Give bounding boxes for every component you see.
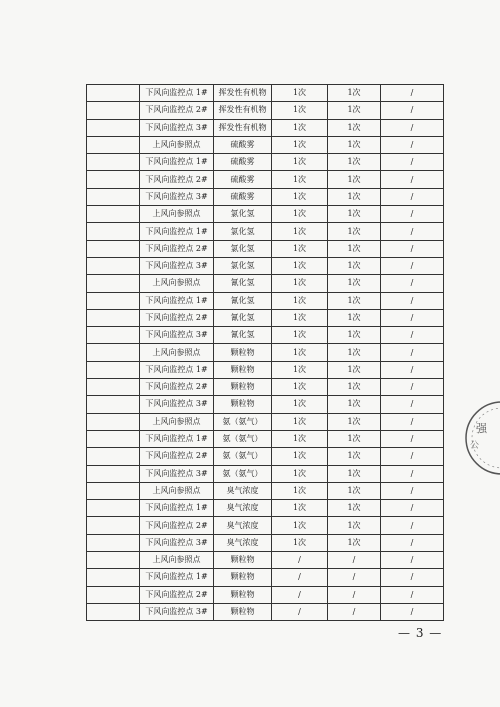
table-row	[87, 275, 444, 292]
note-cell: /	[381, 586, 444, 603]
pollutant-item-cell: 硫酸雾	[214, 188, 272, 205]
official-seal-stamp	[462, 398, 500, 478]
category-cell	[87, 361, 140, 378]
category-cell	[87, 171, 140, 188]
monitoring-point-cell: 下风向监控点 2#	[140, 102, 214, 119]
category-cell	[87, 603, 140, 620]
frequency-a-cell: 1次	[272, 85, 328, 102]
table-row	[87, 379, 444, 396]
monitoring-point-cell: 下风向监控点 1#	[140, 223, 214, 240]
category-cell	[87, 309, 140, 326]
frequency-b-cell: 1次	[328, 275, 381, 292]
category-cell	[87, 136, 140, 153]
frequency-b-cell: 1次	[328, 379, 381, 396]
frequency-a-cell: 1次	[272, 223, 328, 240]
frequency-b-cell: 1次	[328, 171, 381, 188]
category-cell	[87, 586, 140, 603]
frequency-a-cell: /	[272, 552, 328, 569]
category-cell	[87, 482, 140, 499]
note-cell: /	[381, 500, 444, 517]
pollutant-item-cell: 氨（氨气）	[214, 448, 272, 465]
table-row	[87, 482, 444, 499]
monitoring-point-cell: 下风向监控点 2#	[140, 586, 214, 603]
frequency-a-cell: 1次	[272, 292, 328, 309]
pollutant-item-cell: 氯化氢	[214, 257, 272, 274]
frequency-b-cell: /	[328, 569, 381, 586]
table-row	[87, 171, 444, 188]
category-cell	[87, 240, 140, 257]
table-row	[87, 344, 444, 361]
category-cell	[87, 344, 140, 361]
frequency-a-cell: 1次	[272, 136, 328, 153]
monitoring-point-cell: 下风向监控点 3#	[140, 188, 214, 205]
frequency-b-cell: 1次	[328, 240, 381, 257]
frequency-b-cell: 1次	[328, 257, 381, 274]
frequency-b-cell: 1次	[328, 465, 381, 482]
category-cell	[87, 188, 140, 205]
monitoring-point-cell: 上风向参照点	[140, 552, 214, 569]
note-cell: /	[381, 465, 444, 482]
table-row	[87, 586, 444, 603]
pollutant-item-cell: 氯化氢	[214, 223, 272, 240]
category-cell	[87, 102, 140, 119]
frequency-b-cell: 1次	[328, 534, 381, 551]
frequency-a-cell: 1次	[272, 413, 328, 430]
monitoring-point-cell: 下风向监控点 2#	[140, 448, 214, 465]
category-cell	[87, 396, 140, 413]
frequency-b-cell: 1次	[328, 136, 381, 153]
frequency-b-cell: 1次	[328, 448, 381, 465]
category-cell	[87, 517, 140, 534]
table-row	[87, 603, 444, 620]
table-row	[87, 292, 444, 309]
category-cell	[87, 292, 140, 309]
frequency-b-cell: /	[328, 603, 381, 620]
frequency-b-cell: 1次	[328, 413, 381, 430]
monitoring-point-cell: 下风向监控点 3#	[140, 396, 214, 413]
category-cell	[87, 413, 140, 430]
pollutant-item-cell: 挥发性有机物	[214, 119, 272, 136]
note-cell: /	[381, 517, 444, 534]
table-row	[87, 413, 444, 430]
table-row	[87, 534, 444, 551]
table-row	[87, 430, 444, 447]
monitoring-point-cell: 下风向监控点 2#	[140, 309, 214, 326]
pollutant-item-cell: 颗粒物	[214, 344, 272, 361]
monitoring-point-cell: 下风向监控点 3#	[140, 119, 214, 136]
category-cell	[87, 379, 140, 396]
frequency-a-cell: 1次	[272, 188, 328, 205]
frequency-a-cell: 1次	[272, 102, 328, 119]
frequency-b-cell: 1次	[328, 188, 381, 205]
monitoring-point-cell: 下风向监控点 3#	[140, 327, 214, 344]
table-row	[87, 136, 444, 153]
note-cell: /	[381, 188, 444, 205]
note-cell: /	[381, 603, 444, 620]
table-row	[87, 154, 444, 171]
monitoring-point-cell: 下风向监控点 2#	[140, 379, 214, 396]
pollutant-item-cell: 氨（氨气）	[214, 430, 272, 447]
monitoring-point-cell: 下风向监控点 2#	[140, 517, 214, 534]
category-cell	[87, 119, 140, 136]
monitoring-point-cell: 下风向监控点 1#	[140, 85, 214, 102]
category-cell	[87, 327, 140, 344]
table-row	[87, 448, 444, 465]
monitoring-point-cell: 下风向监控点 1#	[140, 361, 214, 378]
frequency-a-cell: 1次	[272, 465, 328, 482]
frequency-b-cell: /	[328, 586, 381, 603]
frequency-a-cell: 1次	[272, 171, 328, 188]
monitoring-point-cell: 下风向监控点 3#	[140, 534, 214, 551]
pollutant-item-cell: 氯化氢	[214, 240, 272, 257]
frequency-a-cell: /	[272, 586, 328, 603]
table-row	[87, 257, 444, 274]
monitoring-table	[86, 84, 444, 621]
pollutant-item-cell: 颗粒物	[214, 569, 272, 586]
monitoring-point-cell: 上风向参照点	[140, 482, 214, 499]
table-row	[87, 361, 444, 378]
table-row	[87, 465, 444, 482]
note-cell: /	[381, 344, 444, 361]
monitoring-point-cell: 下风向监控点 1#	[140, 500, 214, 517]
pollutant-item-cell: 硫酸雾	[214, 136, 272, 153]
pollutant-item-cell: 臭气浓度	[214, 482, 272, 499]
monitoring-point-cell: 上风向参照点	[140, 206, 214, 223]
table-row	[87, 188, 444, 205]
pollutant-item-cell: 颗粒物	[214, 396, 272, 413]
monitoring-point-cell: 上风向参照点	[140, 275, 214, 292]
frequency-a-cell: 1次	[272, 275, 328, 292]
frequency-a-cell: 1次	[272, 361, 328, 378]
pollutant-item-cell: 颗粒物	[214, 586, 272, 603]
monitoring-point-cell: 下风向监控点 1#	[140, 154, 214, 171]
frequency-a-cell: 1次	[272, 257, 328, 274]
frequency-b-cell: 1次	[328, 482, 381, 499]
monitoring-point-cell: 上风向参照点	[140, 413, 214, 430]
note-cell: /	[381, 240, 444, 257]
pollutant-item-cell: 挥发性有机物	[214, 85, 272, 102]
frequency-b-cell: 1次	[328, 430, 381, 447]
note-cell: /	[381, 327, 444, 344]
pollutant-item-cell: 臭气浓度	[214, 500, 272, 517]
frequency-a-cell: 1次	[272, 327, 328, 344]
table-row	[87, 569, 444, 586]
frequency-a-cell: /	[272, 569, 328, 586]
category-cell	[87, 448, 140, 465]
table-row	[87, 206, 444, 223]
table-body	[87, 85, 444, 621]
note-cell: /	[381, 223, 444, 240]
frequency-a-cell: 1次	[272, 448, 328, 465]
category-cell	[87, 569, 140, 586]
note-cell: /	[381, 569, 444, 586]
frequency-a-cell: 1次	[272, 482, 328, 499]
table-row	[87, 119, 444, 136]
frequency-a-cell: 1次	[272, 517, 328, 534]
frequency-a-cell: 1次	[272, 344, 328, 361]
frequency-b-cell: 1次	[328, 361, 381, 378]
note-cell: /	[381, 257, 444, 274]
monitoring-point-cell: 下风向监控点 1#	[140, 569, 214, 586]
pollutant-item-cell: 氯化氢	[214, 206, 272, 223]
category-cell	[87, 223, 140, 240]
pollutant-item-cell: 氰化氢	[214, 292, 272, 309]
category-cell	[87, 500, 140, 517]
pollutant-item-cell: 颗粒物	[214, 361, 272, 378]
frequency-a-cell: 1次	[272, 500, 328, 517]
category-cell	[87, 206, 140, 223]
frequency-b-cell: 1次	[328, 517, 381, 534]
table-row	[87, 500, 444, 517]
table-row	[87, 240, 444, 257]
pollutant-item-cell: 挥发性有机物	[214, 102, 272, 119]
table-row	[87, 552, 444, 569]
frequency-a-cell: /	[272, 603, 328, 620]
frequency-a-cell: 1次	[272, 119, 328, 136]
monitoring-point-cell: 下风向监控点 3#	[140, 257, 214, 274]
frequency-a-cell: 1次	[272, 379, 328, 396]
pollutant-item-cell: 硫酸雾	[214, 171, 272, 188]
note-cell: /	[381, 379, 444, 396]
note-cell: /	[381, 482, 444, 499]
frequency-b-cell: 1次	[328, 154, 381, 171]
pollutant-item-cell: 氰化氢	[214, 327, 272, 344]
category-cell	[87, 552, 140, 569]
category-cell	[87, 430, 140, 447]
frequency-a-cell: 1次	[272, 240, 328, 257]
pollutant-item-cell: 颗粒物	[214, 603, 272, 620]
note-cell: /	[381, 396, 444, 413]
frequency-b-cell: 1次	[328, 119, 381, 136]
note-cell: /	[381, 119, 444, 136]
monitoring-point-cell: 下风向监控点 2#	[140, 171, 214, 188]
pollutant-item-cell: 颗粒物	[214, 552, 272, 569]
note-cell: /	[381, 534, 444, 551]
category-cell	[87, 154, 140, 171]
note-cell: /	[381, 206, 444, 223]
monitoring-point-cell: 上风向参照点	[140, 344, 214, 361]
pollutant-item-cell: 氰化氢	[214, 309, 272, 326]
pollutant-item-cell: 臭气浓度	[214, 517, 272, 534]
frequency-b-cell: /	[328, 552, 381, 569]
note-cell: /	[381, 85, 444, 102]
frequency-a-cell: 1次	[272, 396, 328, 413]
pollutant-item-cell: 氨（氨气）	[214, 413, 272, 430]
frequency-b-cell: 1次	[328, 223, 381, 240]
note-cell: /	[381, 309, 444, 326]
monitoring-point-cell: 上风向参照点	[140, 136, 214, 153]
monitoring-point-cell: 下风向监控点 2#	[140, 240, 214, 257]
frequency-b-cell: 1次	[328, 292, 381, 309]
monitoring-point-cell: 下风向监控点 3#	[140, 465, 214, 482]
category-cell	[87, 465, 140, 482]
note-cell: /	[381, 430, 444, 447]
svg-text:公: 公	[470, 441, 480, 451]
monitoring-point-cell: 下风向监控点 3#	[140, 603, 214, 620]
frequency-a-cell: 1次	[272, 206, 328, 223]
table-row	[87, 102, 444, 119]
table-row	[87, 223, 444, 240]
frequency-b-cell: 1次	[328, 85, 381, 102]
note-cell: /	[381, 171, 444, 188]
note-cell: /	[381, 136, 444, 153]
frequency-a-cell: 1次	[272, 430, 328, 447]
note-cell: /	[381, 552, 444, 569]
frequency-b-cell: 1次	[328, 206, 381, 223]
frequency-b-cell: 1次	[328, 309, 381, 326]
table-row	[87, 309, 444, 326]
table-row	[87, 517, 444, 534]
frequency-b-cell: 1次	[328, 327, 381, 344]
category-cell	[87, 85, 140, 102]
category-cell	[87, 275, 140, 292]
note-cell: /	[381, 292, 444, 309]
note-cell: /	[381, 275, 444, 292]
frequency-b-cell: 1次	[328, 102, 381, 119]
note-cell: /	[381, 102, 444, 119]
note-cell: /	[381, 448, 444, 465]
page-number: — 3 —	[398, 626, 443, 640]
pollutant-item-cell: 氰化氢	[214, 275, 272, 292]
frequency-b-cell: 1次	[328, 344, 381, 361]
frequency-b-cell: 1次	[328, 500, 381, 517]
svg-text:强: 强	[476, 422, 487, 435]
note-cell: /	[381, 361, 444, 378]
monitoring-point-cell: 下风向监控点 1#	[140, 430, 214, 447]
note-cell: /	[381, 154, 444, 171]
note-cell: /	[381, 413, 444, 430]
pollutant-item-cell: 颗粒物	[214, 379, 272, 396]
pollutant-item-cell: 硫酸雾	[214, 154, 272, 171]
pollutant-item-cell: 臭气浓度	[214, 534, 272, 551]
category-cell	[87, 257, 140, 274]
table-row	[87, 85, 444, 102]
frequency-a-cell: 1次	[272, 309, 328, 326]
table-row	[87, 396, 444, 413]
pollutant-item-cell: 氨（氨气）	[214, 465, 272, 482]
category-cell	[87, 534, 140, 551]
frequency-a-cell: 1次	[272, 534, 328, 551]
frequency-a-cell: 1次	[272, 154, 328, 171]
table-row	[87, 327, 444, 344]
monitoring-point-cell: 下风向监控点 1#	[140, 292, 214, 309]
frequency-b-cell: 1次	[328, 396, 381, 413]
